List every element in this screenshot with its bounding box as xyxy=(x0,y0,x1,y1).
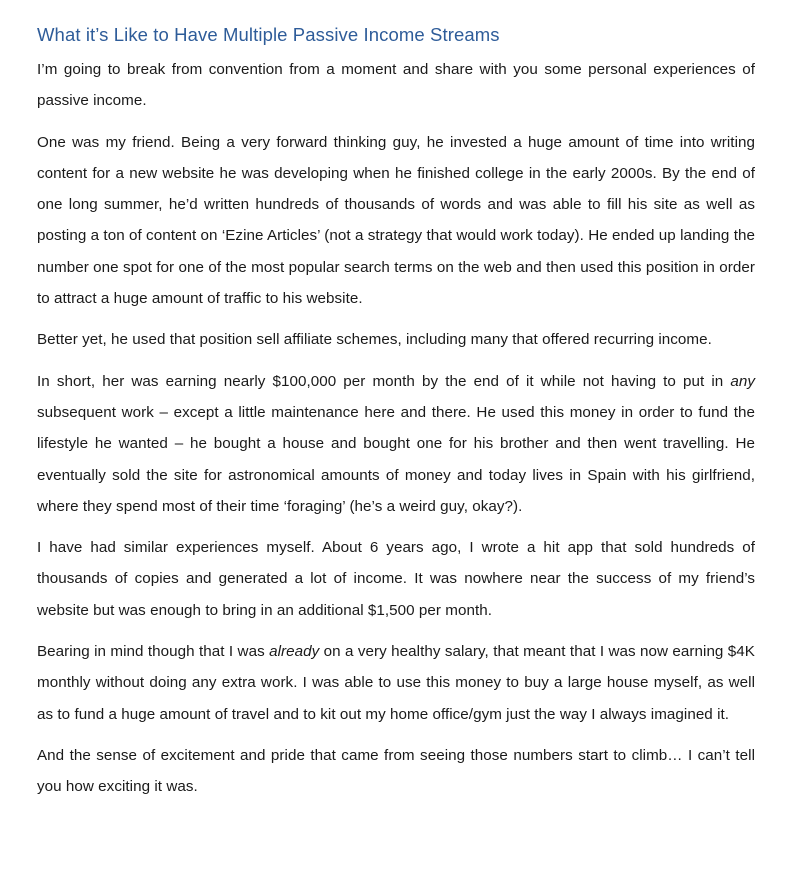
emphasis-any: any xyxy=(730,372,755,390)
paragraph-own-experience: I have had similar experiences myself. About 6 years ago, I wrote a hit app that sold hundreds of thousands of copies and generated a lot of income. It was nowhere near the success of my friend’s website but was enough to bring in an additional $1,500 per month. xyxy=(37,539,755,619)
paragraph-friend-story: One was my friend. Being a very forward thinking guy, he invested a huge amount of time into writing content for a new website he was developing when he finished college in the early 2000s. By the end of one long summer, he’d written hundreds of thousands of words and was able to fill his site as well as posting a ton of content on ‘Ezine Articles’ (not a strategy that would work today). He ended up landing the number one spot for one of the most popular search terms on the web and then used this position in order to attract a huge amount of traffic to his website. xyxy=(37,133,755,308)
paragraph-excitement: And the sense of excitement and pride that came from seeing those numbers start to climb… I can’t tell you how exciting it was. xyxy=(37,746,755,796)
paragraph-salary xyxy=(37,636,755,730)
document-page xyxy=(37,22,755,803)
paragraph-salary-text-a: Bearing in mind though that I was xyxy=(37,643,270,661)
paragraph-salary-text-b: on a very healthy salary, that meant that I was now earning $4K monthly without doing any extra work. I was able to use this money to buy a large house myself, as well as to fund a huge amount of travel and to kit out my home office/gym just the way I always imagined it. xyxy=(37,643,755,723)
paragraph-affiliate: Better yet, he used that position sell affiliate schemes, including many that offered recurring income. xyxy=(37,331,712,349)
paragraph-earnings xyxy=(37,366,755,522)
section-heading: What it’s Like to Have Multiple Passive Income Streams xyxy=(37,24,500,45)
paragraph-earnings-text-b: subsequent work – except a little maintenance here and there. He used this money in order to fund the lifestyle he wanted – he bought a house and bought one for his brother and then went travelling. He eventually sold the site for astronomical amounts of money and today lives in Spain with his girlfriend, where they spend most of their time ‘foraging’ (he’s a weird guy, okay?). xyxy=(37,403,755,515)
paragraph-earnings-text-a: In short, her was earning nearly $100,000 per month by the end of it while not having to put in xyxy=(37,372,731,390)
paragraph-intro: I’m going to break from convention from a moment and share with you some personal experiences of passive income. xyxy=(37,61,755,110)
emphasis-already: already xyxy=(269,643,320,661)
